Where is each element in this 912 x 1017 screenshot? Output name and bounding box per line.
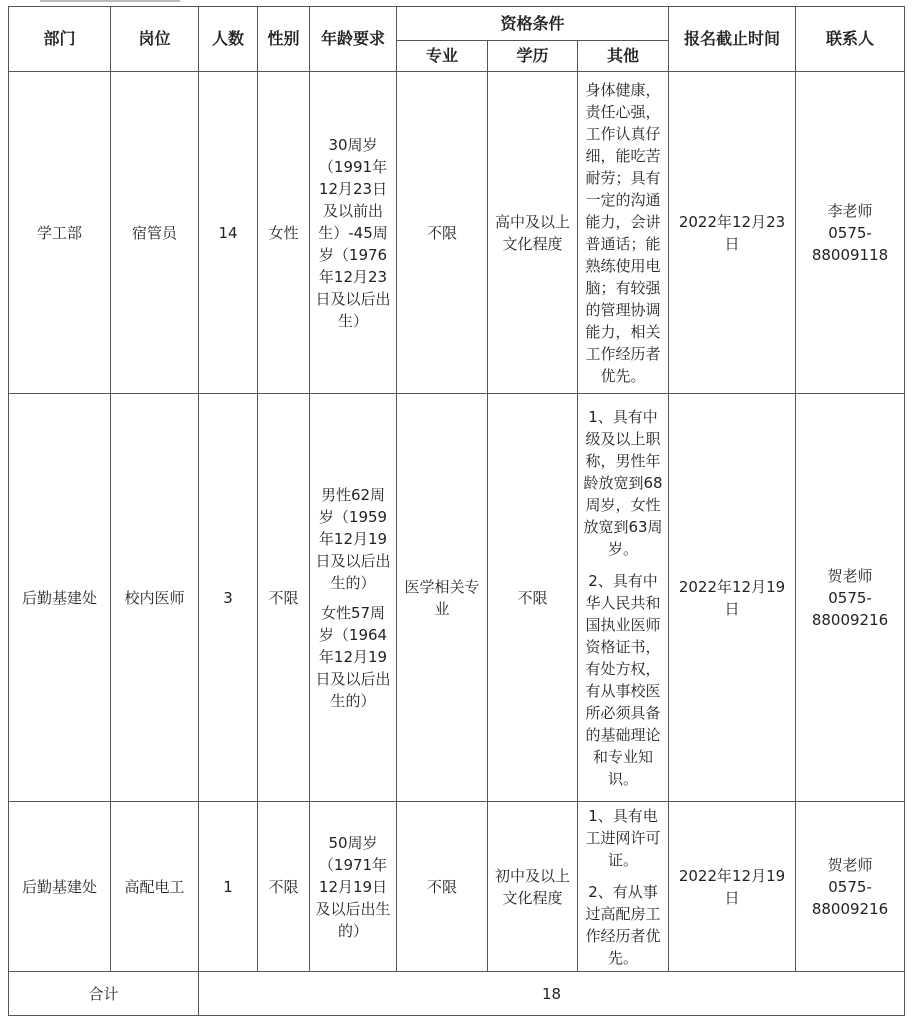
cell-deadline: 2022年12月23日 [669, 72, 796, 394]
recruitment-table [8, 6, 905, 1016]
cell-age [310, 394, 397, 802]
other-requirement: 1、具有中级及以上职称，男性年龄放宽到68周岁，女性放宽到63周岁。 [583, 407, 663, 558]
header-deadline: 报名截止时间 [669, 7, 796, 72]
cell-gender: 不限 [258, 802, 310, 972]
table-row [9, 802, 905, 972]
other-requirement: 身体健康，责任心强，工作认真仔细，能吃苦耐劳；具有一定的沟通能力，会讲普通话；能熟练使用电脑；有较强的管理协调能力，相关工作经历者优先。 [585, 80, 661, 385]
cell-age [310, 802, 397, 972]
cell-dept: 后勤基建处 [9, 394, 111, 802]
cell-age [310, 72, 397, 394]
table-row [9, 394, 905, 802]
other-requirement: 1、具有电工进网许可证。 [585, 806, 661, 869]
age-text: 男性62周岁（1959年12月19日及以后出生的） [315, 485, 391, 592]
cell-education: 初中及以上文化程度 [488, 802, 578, 972]
cell-education: 高中及以上文化程度 [488, 72, 578, 394]
age-text: 50周岁（1971年12月19日及以后出生的） [315, 833, 391, 940]
header-other: 其他 [578, 41, 669, 72]
contact-phone: 0575-88009118 [811, 223, 889, 264]
cell-count: 14 [199, 72, 258, 394]
header-qualifications: 资格条件 [397, 7, 669, 41]
header-major: 专业 [397, 41, 488, 72]
cell-dept: 学工部 [9, 72, 111, 394]
cell-count: 3 [199, 394, 258, 802]
contact-name: 李老师 [827, 201, 873, 220]
other-requirement: 2、具有中华人民共和国执业医师资格证书，有处方权，有从事校医所必须具备的基础理论和专业知识。 [585, 571, 661, 788]
cell-major: 医学相关专业 [397, 394, 488, 802]
cell-contact [796, 72, 905, 394]
table-row [9, 72, 905, 394]
cell-major: 不限 [397, 802, 488, 972]
cell-contact [796, 394, 905, 802]
total-value: 18 [199, 972, 905, 1016]
header-position: 岗位 [111, 7, 199, 72]
cell-deadline: 2022年12月19日 [669, 802, 796, 972]
header-education: 学历 [488, 41, 578, 72]
header-dept: 部门 [9, 7, 111, 72]
cell-gender: 不限 [258, 394, 310, 802]
age-text: 女性57周岁（1964年12月19日及以后出生的） [315, 603, 391, 710]
cell-major: 不限 [397, 72, 488, 394]
age-text: 30周岁（1991年12月23日及以前出生）-45周岁（1976年12月23日及以后出生） [315, 135, 391, 330]
cell-other [578, 802, 669, 972]
cell-contact [796, 802, 905, 972]
contact-name: 贺老师 [827, 566, 873, 585]
cell-other [578, 394, 669, 802]
cell-education: 不限 [488, 394, 578, 802]
cell-position: 宿管员 [111, 72, 199, 394]
header-count: 人数 [199, 7, 258, 72]
header-age: 年龄要求 [310, 7, 397, 72]
top-divider [40, 0, 180, 2]
contact-name: 贺老师 [827, 855, 873, 874]
cell-other [578, 72, 669, 394]
cell-deadline: 2022年12月19日 [669, 394, 796, 802]
other-requirement: 2、有从事过高配房工作经历者优先。 [585, 882, 661, 967]
contact-phone: 0575-88009216 [811, 588, 889, 629]
header-contact: 联系人 [796, 7, 905, 72]
header-gender: 性别 [258, 7, 310, 72]
total-label: 合计 [9, 972, 199, 1016]
contact-phone: 0575-88009216 [811, 877, 889, 918]
cell-count: 1 [199, 802, 258, 972]
cell-position: 校内医师 [111, 394, 199, 802]
cell-gender: 女性 [258, 72, 310, 394]
cell-dept: 后勤基建处 [9, 802, 111, 972]
cell-position: 高配电工 [111, 802, 199, 972]
